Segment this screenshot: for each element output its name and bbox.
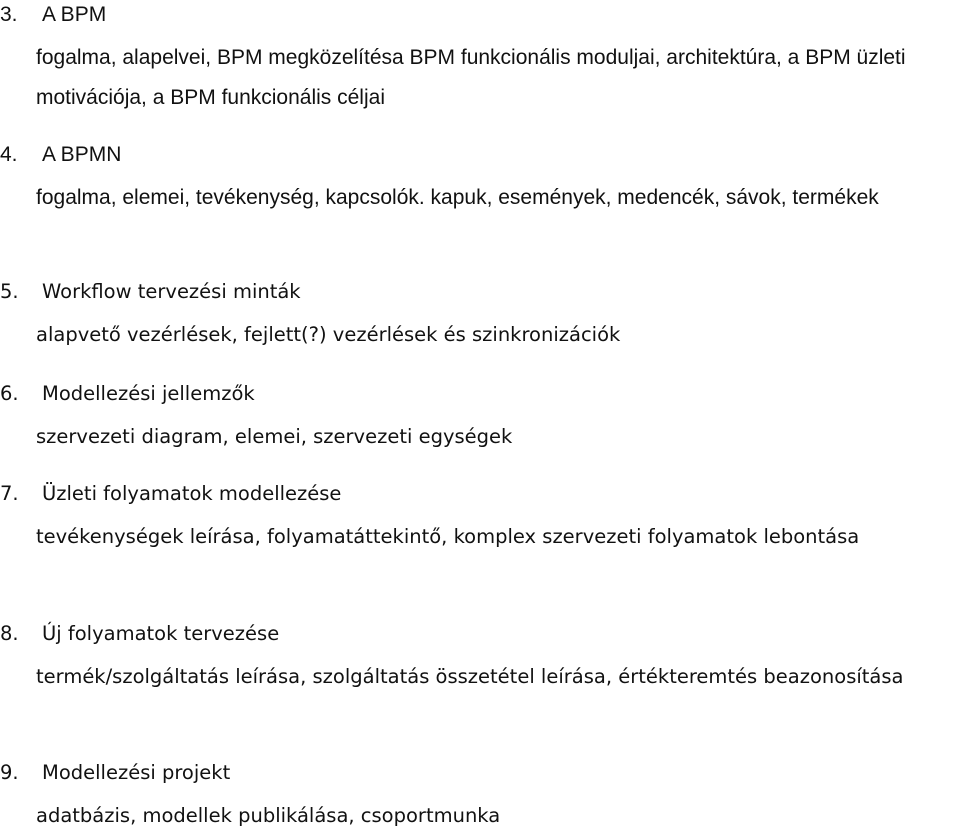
item-description: szervezeti diagram, elemei, szervezeti egységek [36,425,513,448]
item-title: Új folyamatok tervezése [42,622,280,645]
item-title: Modellezési projekt [42,761,231,784]
item-description: adatbázis, modellek publikálása, csoportmunka [36,804,501,827]
item-description: termék/szolgáltatás leírása, szolgáltatás összetétel leírása, értékteremtés beazonosítása [36,665,904,688]
item-title: A BPM [42,3,107,26]
item-number: 4. [0,143,18,166]
item-number: 9. [0,761,19,784]
item-description: fogalma, elemei, tevékenység, kapcsolók. kapuk, események, medencék, sávok, termékek [36,186,879,209]
item-number: 6. [0,382,19,405]
item-description: tevékenységek leírása, folyamatáttekintő, komplex szervezeti folyamatok lebontása [36,525,860,548]
item-number: 5. [0,280,19,303]
item-description: fogalma, alapelvei, BPM megközelítésa BPM funkcionális moduljai, architektúra, a BPM üzleti motivációja, a BPM funkcionális céljai [36,46,906,109]
item-title: Workflow tervezési minták [42,280,301,303]
item-title: A BPMN [42,143,122,166]
item-title: Modellezési jellemzők [42,382,255,405]
item-number: 3. [0,3,18,26]
item-number: 7. [0,482,19,505]
item-description: alapvető vezérlések, fejlett(?) vezérlések és szinkronizációk [36,323,621,346]
item-number: 8. [0,622,19,645]
item-title: Üzleti folyamatok modellezése [42,482,342,505]
